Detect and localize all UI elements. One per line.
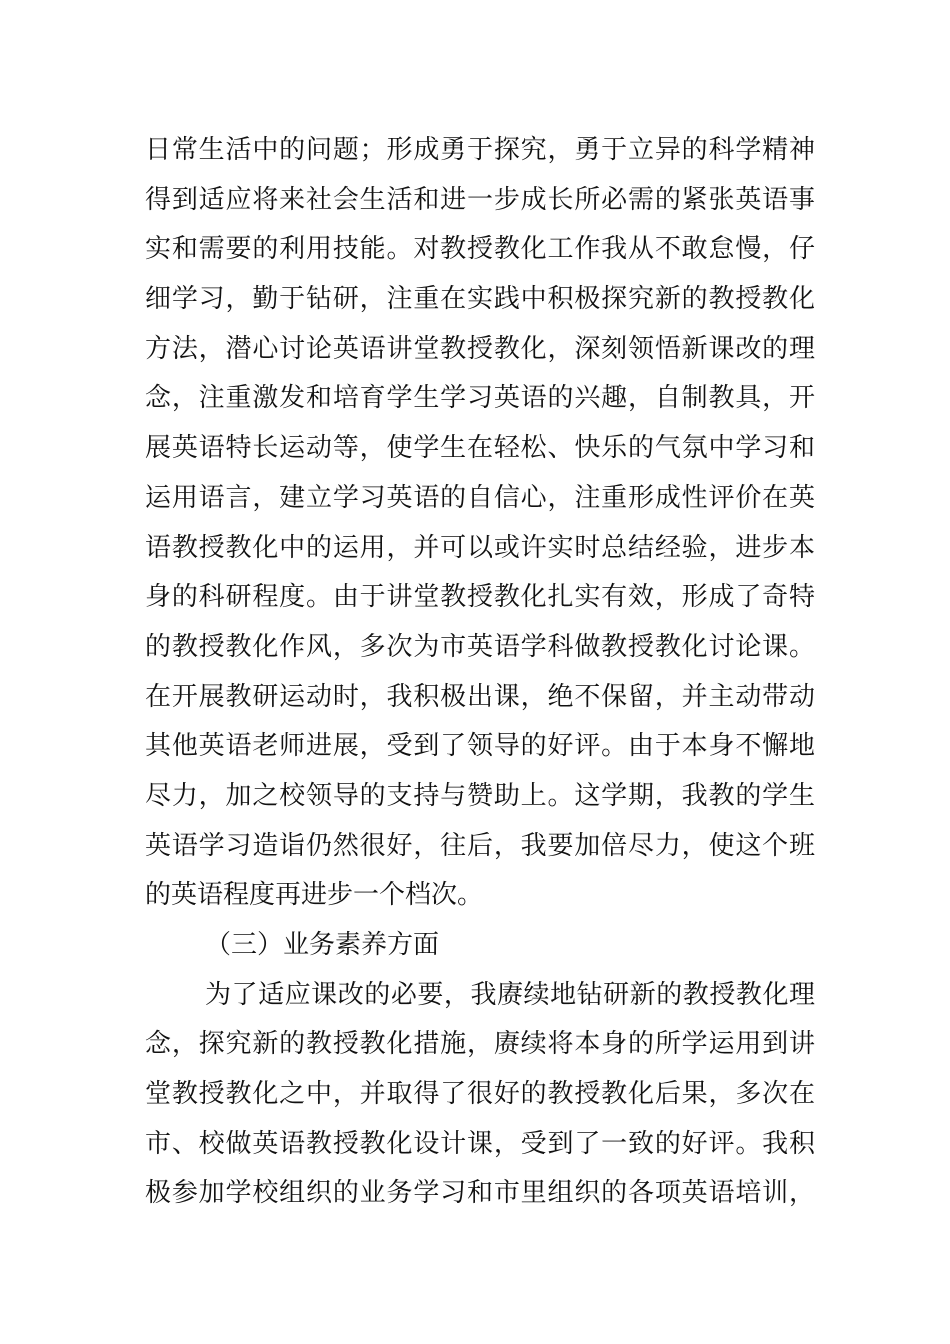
text-line-3: 实和需要的利用技能。对教授教化工作我从不敢怠慢，仔 [145, 234, 815, 265]
text-line-22: 极参加学校组织的业务学习和市里组织的各项英语培训， [145, 1178, 815, 1209]
text-line-15: 英语学习造诣仍然很好，往后，我要加倍尽力，使这个班 [145, 830, 815, 861]
text-line-19: 念，探究新的教授教化措施，赓续将本身的所学运用到讲 [145, 1029, 815, 1060]
text-line-10: 身的科研程度。由于讲堂教授教化扎实有效，形成了奇特 [145, 582, 815, 613]
text-line-11: 的教授教化作风，多次为市英语学科做教授教化讨论课。 [145, 631, 815, 662]
text-line-2: 得到适应将来社会生活和进一步成长所必需的紧张英语事 [145, 184, 815, 215]
text-line-16: 的英语程度再进步一个档次。 [145, 880, 484, 911]
text-line-7: 展英语特长运动等，使学生在轻松、快乐的气氛中学习和 [145, 433, 815, 464]
text-line-18: 为了适应课改的必要，我赓续地钻研新的教授教化理 [205, 979, 815, 1010]
text-line-6: 念，注重激发和培育学生学习英语的兴趣，自制教具，开 [145, 383, 815, 414]
text-line-1: 日常生活中的问题；形成勇于探究，勇于立异的科学精神 [145, 135, 815, 165]
text-line-20: 堂教授教化之中，并取得了很好的教授教化后果，多次在 [145, 1079, 815, 1110]
section-heading: （三）业务素养方面 [205, 930, 440, 960]
text-line-4: 细学习，勤于钻研，注重在实践中积极探究新的教授教化 [145, 284, 815, 315]
text-line-5: 方法，潜心讨论英语讲堂教授教化，深刻领悟新课改的理 [145, 333, 815, 364]
text-line-13: 其他英语老师进展，受到了领导的好评。由于本身不懈地 [145, 731, 815, 762]
document-body-text [145, 126, 815, 1219]
text-line-14: 尽力，加之校领导的支持与赞助上。这学期，我教的学生 [145, 780, 815, 811]
text-line-8: 运用语言，建立学习英语的自信心，注重形成性评价在英 [145, 482, 815, 513]
text-line-9: 语教授教化中的运用，并可以或许实时总结经验，进步本 [145, 532, 815, 563]
text-line-12: 在开展教研运动时，我积极出课，绝不保留，并主动带动 [145, 681, 815, 712]
text-line-21: 市、校做英语教授教化设计课，受到了一致的好评。我积 [145, 1128, 815, 1159]
